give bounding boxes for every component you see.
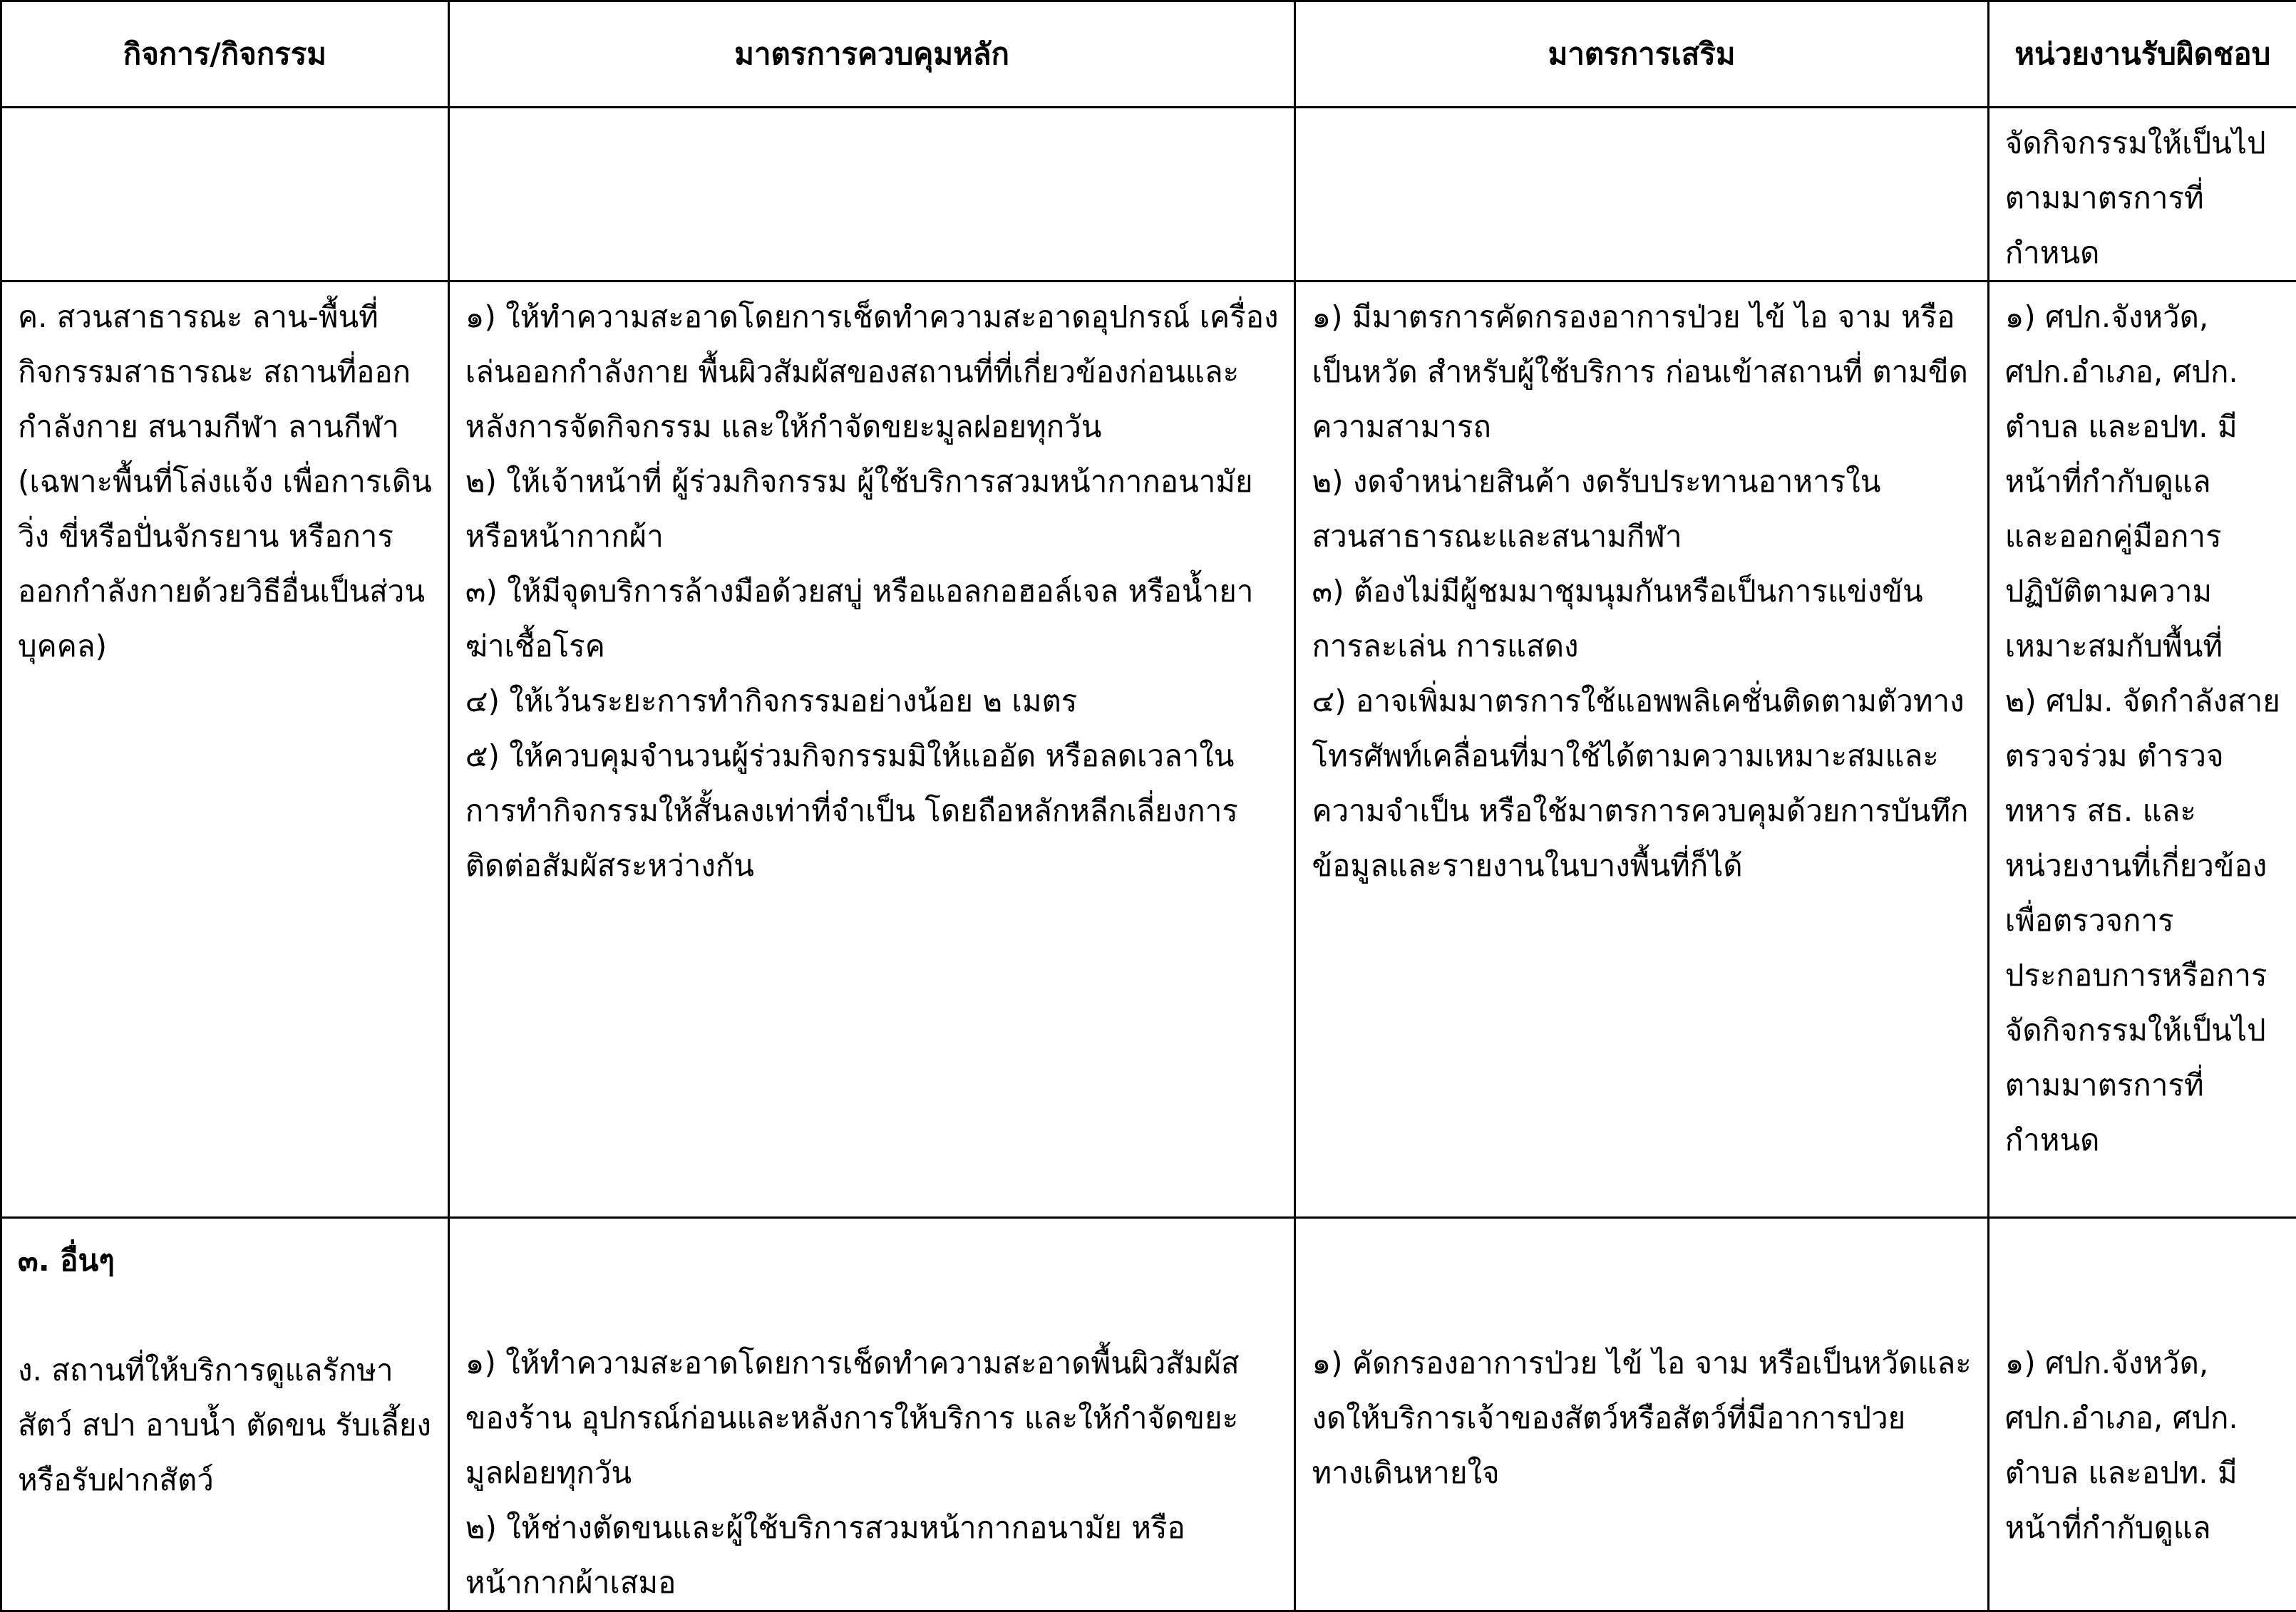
text-line: หน้าที่กำกับดูแล bbox=[2005, 1500, 2280, 1555]
section-heading: ๓. อื่นๆ bbox=[18, 1233, 432, 1288]
header-main-measures: มาตรการควบคุมหลัก bbox=[448, 1, 1295, 108]
header-responsible: หน่วยงานรับผิดชอบ bbox=[1988, 1, 2296, 108]
text-line: ๕) ให้ควบคุมจำนวนผู้ร่วมกิจกรรมมิให้แออัด หรือลดเวลาใน bbox=[465, 728, 1279, 783]
extra-measures-cell bbox=[1295, 281, 1988, 1218]
text-line: การละเล่น การแสดง bbox=[1312, 619, 1971, 673]
main-measures-cell bbox=[448, 1218, 1295, 1611]
text-line: ตำบล และอปท. มี bbox=[2005, 1445, 2280, 1500]
text-line: ๔) ให้เว้นระยะการทำกิจกรรมอย่างน้อย ๒ เมตร bbox=[465, 673, 1279, 728]
text-line: วิ่ง ขี่หรือปั่นจักรยาน หรือการ bbox=[18, 509, 432, 564]
main-measures-cell bbox=[448, 281, 1295, 1218]
text-line: ทางเดินหายใจ bbox=[1312, 1445, 1971, 1500]
text-line: ความจำเป็น หรือใช้มาตรการควบคุมด้วยการบันทึก bbox=[1312, 783, 1971, 838]
text-line: สัตว์ สปา อาบน้ำ ตัดขน รับเลี้ยง bbox=[18, 1397, 432, 1452]
text-line: ๒) งดจำหน่ายสินค้า งดรับประทานอาหารใน bbox=[1312, 454, 1971, 509]
text-line: หน่วยงานที่เกี่ยวข้อง bbox=[2005, 838, 2280, 893]
text-line: ตามมาตรการที่ bbox=[2005, 1058, 2280, 1112]
text-line: การทำกิจกรรมให้สั้นลงเท่าที่จำเป็น โดยถือหลักหลีกเลี่ยงการ bbox=[465, 783, 1279, 838]
text-line: หลังการจัดกิจกรรม และให้กำจัดขยะมูลฝอยทุกวัน bbox=[465, 399, 1279, 454]
text-line: โทรศัพท์เคลื่อนที่มาใช้ได้ตามความเหมาะสมและ bbox=[1312, 728, 1971, 783]
text-line: ศปก.อำเภอ, ศปก. bbox=[2005, 1390, 2280, 1445]
extra-measures-cell bbox=[1295, 108, 1988, 281]
extra-measures-cell bbox=[1295, 1218, 1988, 1611]
text-line: จัดกิจกรรมให้เป็นไป bbox=[2005, 115, 2280, 170]
text-line: กำลังกาย สนามกีฬา ลานกีฬา bbox=[18, 399, 432, 454]
text-line: ๑) มีมาตรการคัดกรองอาการป่วย ไข้ ไอ จาม หรือ bbox=[1312, 289, 1971, 344]
header-row bbox=[1, 1, 2296, 108]
text-line: ความสามารถ bbox=[1312, 399, 1971, 454]
text-line: ๑) คัดกรองอาการป่วย ไข้ ไอ จาม หรือเป็นหวัดและ bbox=[1312, 1335, 1971, 1390]
activity-cell bbox=[1, 108, 449, 281]
text-line: ๑) ศปก.จังหวัด, bbox=[2005, 289, 2280, 344]
text-line: สวนสาธารณะและสนามกีฬา bbox=[1312, 509, 1971, 564]
responsible-cell bbox=[1988, 108, 2296, 281]
text-line: ๑) ให้ทำความสะอาดโดยการเช็ดทำความสะอาดพื้นผิวสัมผัส bbox=[465, 1335, 1279, 1390]
text-line: ๔) อาจเพิ่มมาตรการใช้แอพพลิเคชั่นติดตามตัวทาง bbox=[1312, 673, 1971, 728]
text-line: จัดกิจกรรมให้เป็นไป bbox=[2005, 1003, 2280, 1058]
text-line: ออกกำลังกายด้วยวิธีอื่นเป็นส่วน bbox=[18, 564, 432, 619]
text-line: ๓) ต้องไม่มีผู้ชมมาชุมนุมกันหรือเป็นการแข่งขัน bbox=[1312, 564, 1971, 619]
text-line: บุคคล) bbox=[18, 619, 432, 673]
text-line: หน้ากากผ้าเสมอ bbox=[465, 1555, 1279, 1610]
text-line: ๒) ศปม. จัดกำลังสาย bbox=[2005, 673, 2280, 728]
main-measures-cell bbox=[448, 108, 1295, 281]
text-line: หรือหน้ากากผ้า bbox=[465, 509, 1279, 564]
text-line: ศปก.อำเภอ, ศปก. bbox=[2005, 344, 2280, 399]
text-line: ของร้าน อุปกรณ์ก่อนและหลังการให้บริการ และให้กำจัดขยะ bbox=[465, 1390, 1279, 1445]
text-line: ๑) ให้ทำความสะอาดโดยการเช็ดทำความสะอาดอุปกรณ์ เครื่อง bbox=[465, 289, 1279, 344]
header-activity: กิจการ/กิจกรรม bbox=[1, 1, 449, 108]
text-line: ฆ่าเชื้อโรค bbox=[465, 619, 1279, 673]
text-line: ๓) ให้มีจุดบริการล้างมือด้วยสบู่ หรือแอลกอฮอล์เจล หรือน้ำยา bbox=[465, 564, 1279, 619]
text-line: ทหาร สธ. และ bbox=[2005, 783, 2280, 838]
text-line: ๒) ให้เจ้าหน้าที่ ผู้ร่วมกิจกรรม ผู้ใช้บริการสวมหน้ากากอนามัย bbox=[465, 454, 1279, 509]
text-line: กำหนด bbox=[2005, 225, 2280, 280]
table-row bbox=[1, 1218, 2296, 1611]
responsible-cell bbox=[1988, 281, 2296, 1218]
text-line: เพื่อตรวจการ bbox=[2005, 893, 2280, 948]
text-line: ตามมาตรการที่ bbox=[2005, 170, 2280, 225]
text-line: ๒) ให้ช่างตัดขนและผู้ใช้บริการสวมหน้ากากอนามัย หรือ bbox=[465, 1500, 1279, 1555]
activity-cell bbox=[1, 281, 449, 1218]
text-line: กำหนด bbox=[2005, 1112, 2280, 1167]
text-line: เหมาะสมกับพื้นที่ bbox=[2005, 619, 2280, 673]
text-line: เล่นออกกำลังกาย พื้นผิวสัมผัสของสถานที่ที่เกี่ยวข้องก่อนและ bbox=[465, 344, 1279, 399]
text-line: และออกคู่มือการ bbox=[2005, 509, 2280, 564]
text-line: มูลฝอยทุกวัน bbox=[465, 1445, 1279, 1500]
text-line: ค. สวนสาธารณะ ลาน-พื้นที่ bbox=[18, 289, 432, 344]
text-line: ข้อมูลและรายงานในบางพื้นที่ก็ได้ bbox=[1312, 838, 1971, 893]
text-line: งดให้บริการเจ้าของสัตว์หรือสัตว์ที่มีอาการป่วย bbox=[1312, 1390, 1971, 1445]
text-line: เป็นหวัด สำหรับผู้ใช้บริการ ก่อนเข้าสถานที่ ตามขีด bbox=[1312, 344, 1971, 399]
text-line: ตรวจร่วม ตำรวจ bbox=[2005, 728, 2280, 783]
text-line: ติดต่อสัมผัสระหว่างกัน bbox=[465, 838, 1279, 893]
text-line: หน้าที่กำกับดูแล bbox=[2005, 454, 2280, 509]
table-row bbox=[1, 108, 2296, 281]
responsible-cell bbox=[1988, 1218, 2296, 1611]
text-line: ตำบล และอปท. มี bbox=[2005, 399, 2280, 454]
text-line: ๑) ศปก.จังหวัด, bbox=[2005, 1335, 2280, 1390]
text-line: หรือรับฝากสัตว์ bbox=[18, 1452, 432, 1507]
table-row bbox=[1, 281, 2296, 1218]
header-extra-measures: มาตรการเสริม bbox=[1295, 1, 1988, 108]
text-line: ง. สถานที่ให้บริการดูแลรักษา bbox=[18, 1343, 432, 1397]
text-line: ปฏิบัติตามความ bbox=[2005, 564, 2280, 619]
text-line: ประกอบการหรือการ bbox=[2005, 948, 2280, 1003]
text-line: (เฉพาะพื้นที่โล่งแจ้ง เพื่อการเดิน bbox=[18, 454, 432, 509]
activity-cell bbox=[1, 1218, 449, 1611]
text-line: กิจกรรมสาธารณะ สถานที่ออก bbox=[18, 344, 432, 399]
